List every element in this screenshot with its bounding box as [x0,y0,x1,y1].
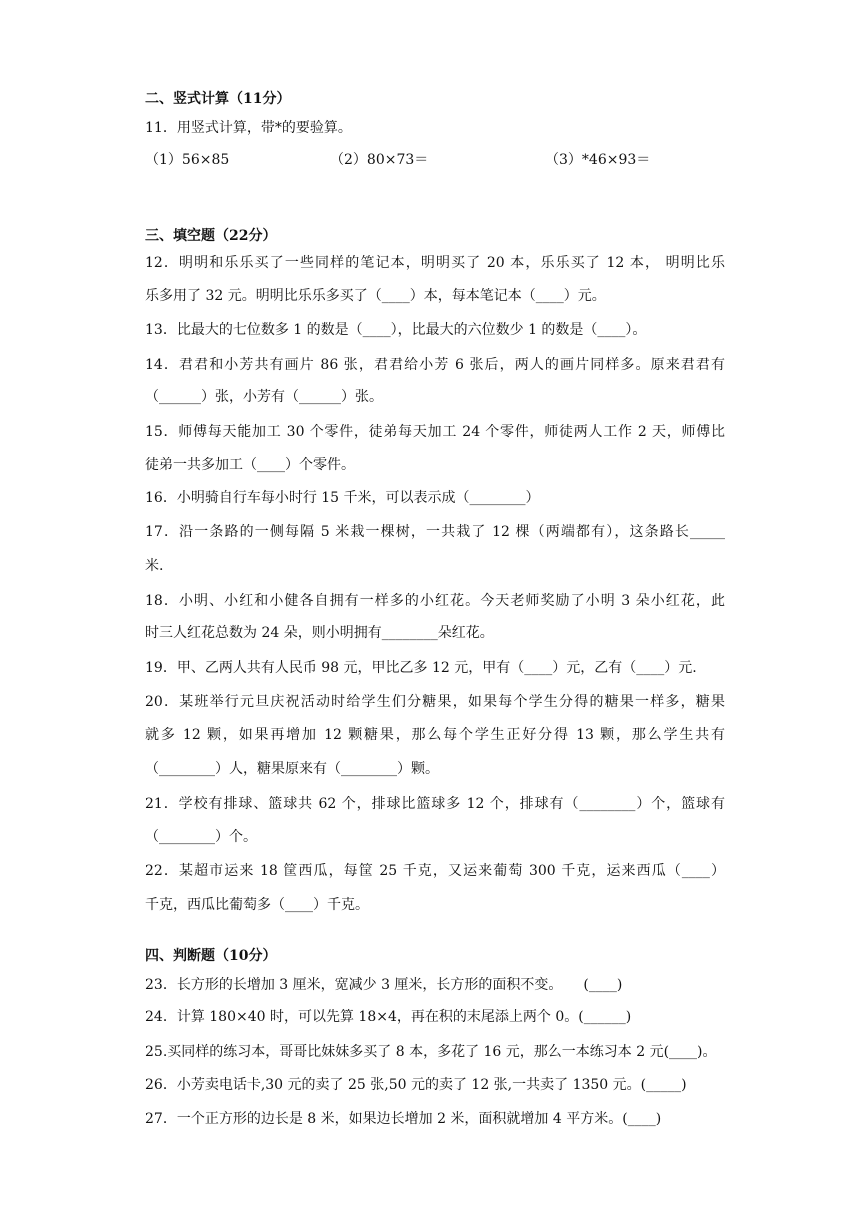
question-15-line-2: 徒弟一共多加工（____）个零件。 [145,457,355,473]
question-22-line-1: 22．某超市运来 18 筐西瓜，每筐 25 千克，又运来葡萄 300 千克，运来西瓜（____） [145,863,725,879]
question-23: 23．长方形的长增加 3 厘米，宽减少 3 厘米，长方形的面积不变。 (____) [145,977,623,993]
question-15-line-1: 15．师傅每天能加工 30 个零件，徒弟每天加工 24 个零件，师徒两人工作 2 天，师傅比 [145,424,725,440]
question-26: 26．小芳卖电话卡,30 元的卖了 25 张,50 元的卖了 12 张,一共卖了 1350 元。(_____) [145,1077,687,1093]
question-11-part-3: （3）*46×93＝ [545,152,651,168]
question-24: 24．计算 180×40 时，可以先算 18×4，再在积的末尾添上两个 0。(______) [145,1009,632,1025]
question-16: 16．小明骑自行车每小时行 15 千米，可以表示成（________） [145,490,540,506]
question-12-line-2: 乐多用了 32 元。明明比乐乐多买了（____）本，每本笔记本（____）元。 [145,288,606,304]
question-19: 19．甲、乙两人共有人民币 98 元，甲比乙多 12 元，甲有（____）元，乙有（____）元. [145,660,697,676]
section4-heading: 四、判断题（10分） [145,948,277,964]
question-18-line-1: 18．小明、小红和小健各自拥有一样多的小红花。今天老师奖励了小明 3 朵小红花，此 [145,593,725,609]
question-20-line-1: 20．某班举行元旦庆祝活动时给学生们分糖果，如果每个学生分得的糖果一样多，糖果 [145,694,725,710]
question-14-line-1: 14．君君和小芳共有画片 86 张，君君给小芳 6 张后，两人的画片同样多。原来君君有 [145,357,725,373]
question-12-line-1: 12．明明和乐乐买了一些同样的笔记本，明明买了 20 本，乐乐买了 12 本， 明明比乐 [145,255,725,271]
question-18-line-2: 时三人红花总数为 24 朵，则小明拥有________朵红花。 [145,625,494,641]
question-14-line-2: （______）张，小芳有（______）张。 [145,389,383,405]
question-20-line-3: （________）人，糖果原来有（________）颗。 [145,761,439,777]
question-11-part-2: （2）80×73＝ [330,152,429,168]
question-22-line-2: 千克，西瓜比葡萄多（____）千克。 [145,897,369,913]
question-21-line-2: （________）个。 [145,829,257,845]
question-17-line-2: 米. [145,558,164,574]
question-25: 25.买同样的练习本，哥哥比妹妹多买了 8 本，多花了 16 元，那么一本练习本 2 元(____)。 [145,1044,717,1060]
question-11-part-1: （1）56×85 [145,152,230,168]
question-20-line-2: 就多 12 颗，如果再增加 12 颗糖果，那么每个学生正好分得 13 颗，那么学生共有 [145,727,725,743]
question-13: 13．比最大的七位数多 1 的数是（____），比最大的六位数少 1 的数是（____）。 [145,322,647,338]
question-11: 11．用竖式计算，带*的要验算。 [145,120,352,136]
question-17-line-1: 17．沿一条路的一侧每隔 5 米栽一棵树，一共栽了 12 棵（两端都有），这条路长_____ [145,524,725,540]
question-21-line-1: 21．学校有排球、篮球共 62 个，排球比篮球多 12 个，排球有（________）个，篮球有 [145,796,725,812]
section2-heading: 二、竖式计算（11分） [145,91,291,107]
question-27: 27．一个正方形的边长是 8 米，如果边长增加 2 米，面积就增加 4 平方米。(____) [145,1111,662,1127]
section3-heading: 三、填空题（22分） [145,228,277,244]
